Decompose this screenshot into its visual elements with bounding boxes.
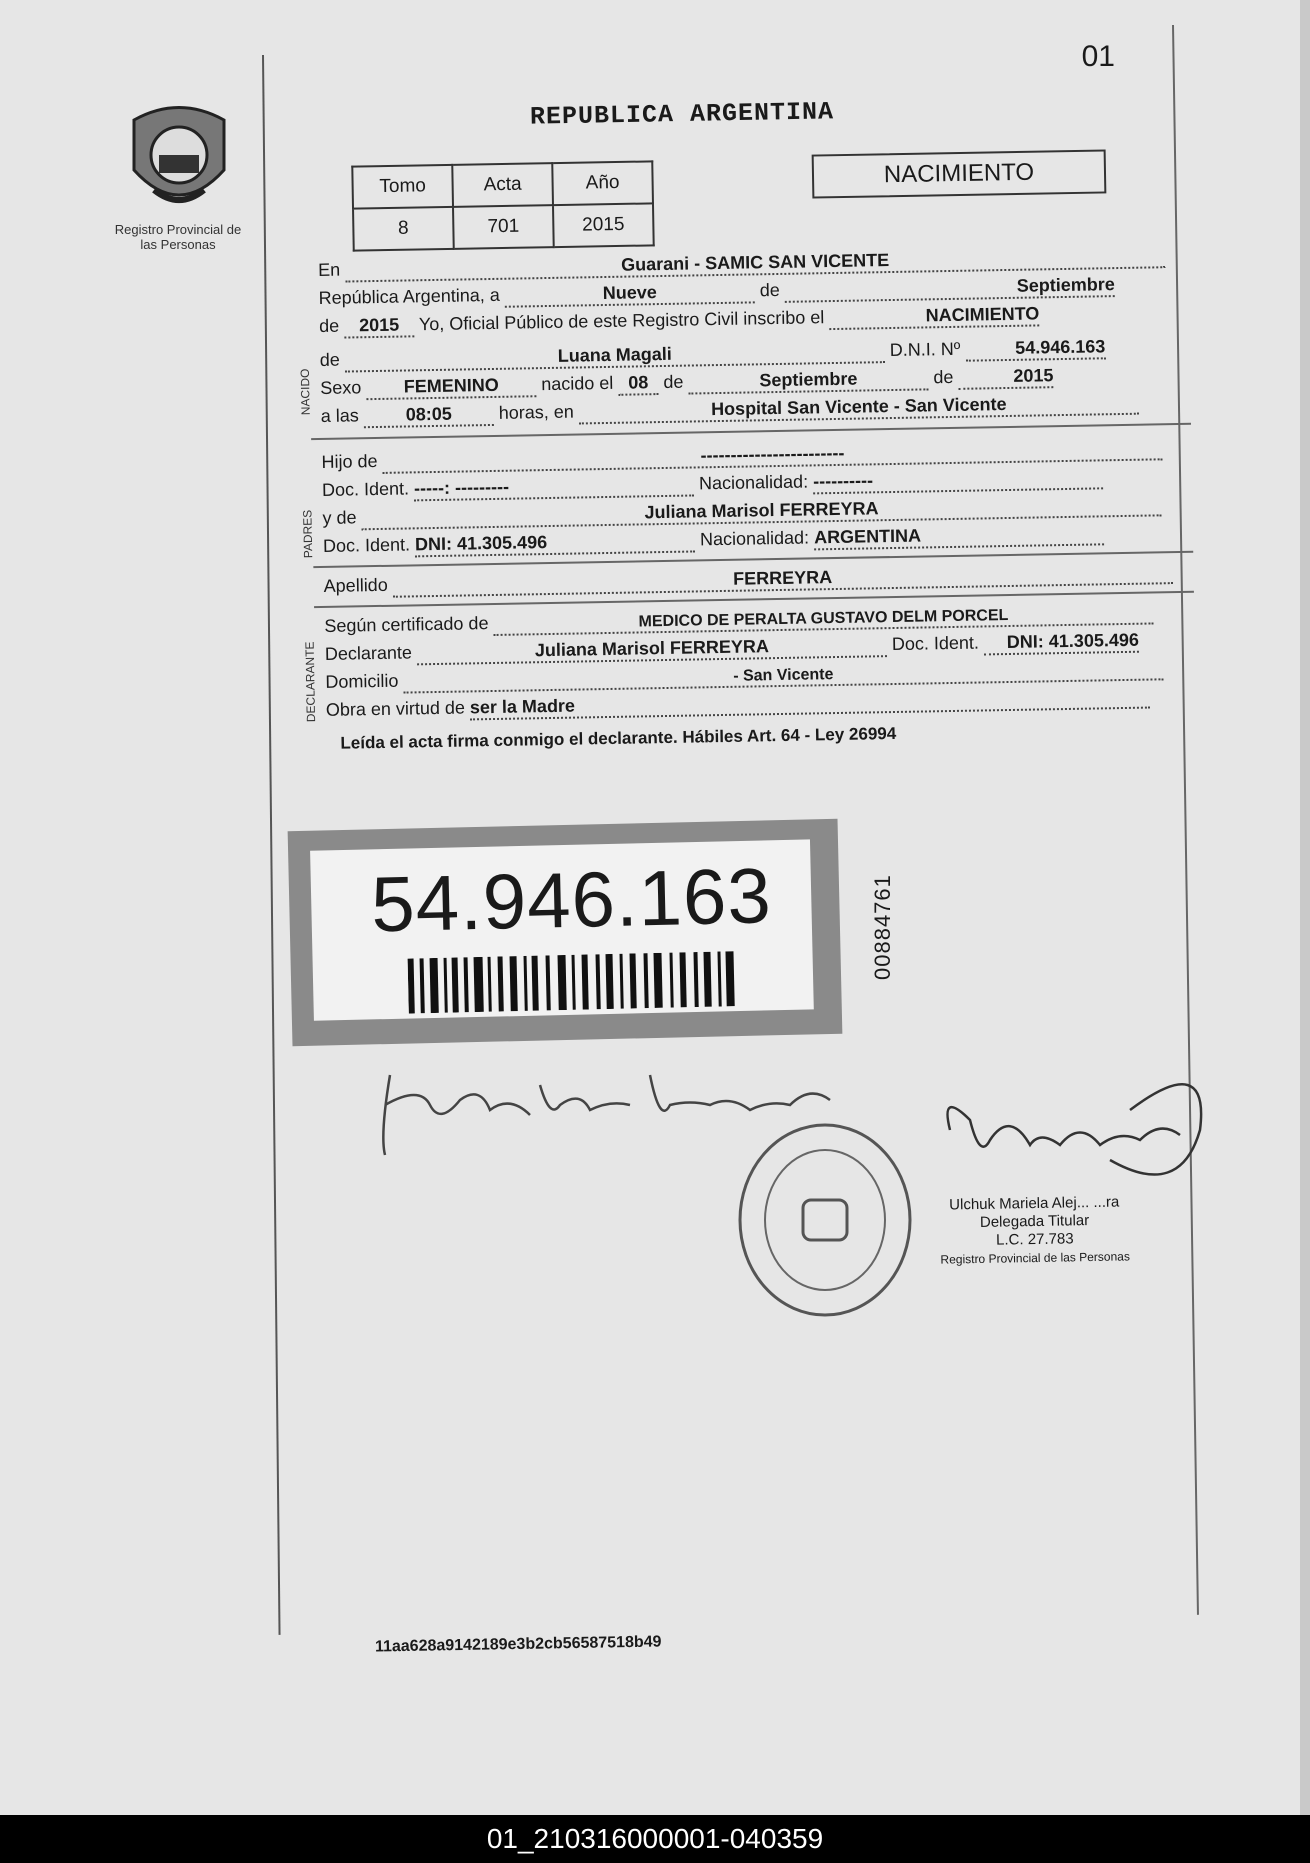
document-hash: 11aa628a9142189e3b2cb56587518b49 xyxy=(374,1633,662,1656)
value-day-word: Nueve xyxy=(602,282,657,304)
label-de2: de xyxy=(318,315,340,336)
seal-caption: Registro Provincial de las Personas xyxy=(114,222,242,252)
signature-delegada xyxy=(930,1050,1210,1210)
value-birth-day: 08 xyxy=(628,372,649,393)
value-nac2: ARGENTINA xyxy=(813,525,922,548)
official-stamp-icon xyxy=(735,1120,915,1320)
reference-table xyxy=(351,160,654,251)
ref-value-acta: 701 xyxy=(453,205,554,249)
label-nac2: Nacionalidad: xyxy=(699,527,810,550)
barcode-icon xyxy=(408,951,739,1013)
label-nacido-el: nacido el xyxy=(541,372,614,395)
label-de1: de xyxy=(759,279,780,301)
file-label: 01_210316000001-040359 xyxy=(0,1815,1310,1863)
province-seal-icon xyxy=(124,100,234,220)
side-label-declarante: DECLARANTE xyxy=(302,641,319,723)
left-margin-line xyxy=(262,55,281,1635)
value-place-registry: Guarani - SAMIC SAN VICENTE xyxy=(620,250,890,275)
value-birth-month: Septiembre xyxy=(759,368,858,391)
delegate-name: Ulchuk Mariela Alej... ...ra xyxy=(949,1193,1120,1214)
label-obra: Obra en virtud de xyxy=(325,697,466,720)
row-apellido xyxy=(324,561,1173,604)
closing-text: Leída el acta firma conmigo el declarante. Hábiles Art. 64 - Ley 26994 xyxy=(340,723,897,753)
label-doc2: Doc. Ident. xyxy=(322,534,411,556)
delegate-block xyxy=(939,1193,1130,1268)
label-domicilio: Domicilio xyxy=(325,670,399,692)
ref-header-ano: Año xyxy=(552,161,653,205)
label-yo: Yo, Oficial Público de este Registro Civil inscribo el xyxy=(418,307,825,335)
value-birth-place: Hospital San Vicente - San Vicente xyxy=(710,394,1007,420)
value-hijo: ------------------------ xyxy=(700,442,845,466)
ref-header-tomo: Tomo xyxy=(352,165,453,209)
value-cert: MEDICO DE PERALTA GUSTAVO DELM PORCEL xyxy=(638,607,1009,631)
value-birth-year: 2015 xyxy=(1013,365,1054,386)
value-mother: Juliana Marisol FERREYRA xyxy=(644,498,879,523)
label-de3: de xyxy=(663,371,684,392)
label-sexo: Sexo xyxy=(320,377,362,398)
value-month: Septiembre xyxy=(1016,274,1115,296)
value-dni: 54.946.163 xyxy=(1015,336,1106,358)
value-nac1: ---------- xyxy=(812,470,874,492)
id-sticker xyxy=(288,819,843,1046)
label-de: de xyxy=(319,349,340,370)
record-type-box: NACIMIENTO xyxy=(812,149,1107,198)
side-label-nacido: NACIDO xyxy=(297,368,313,416)
ref-value-ano: 2015 xyxy=(553,203,654,247)
ref-header-acta: Acta xyxy=(452,163,553,207)
document-title: REPUBLICA ARGENTINA xyxy=(529,97,835,132)
label-alas: a las xyxy=(320,405,359,426)
label-hijo: Hijo de xyxy=(321,450,378,472)
label-yde: y de xyxy=(322,507,357,528)
value-child-name: Luana Magali xyxy=(557,343,672,366)
value-sexo: FEMENINO xyxy=(403,374,499,397)
label-en: En xyxy=(318,259,341,280)
value-declarante: Juliana Marisol FERREYRA xyxy=(534,636,770,661)
label-apellido: Apellido xyxy=(323,574,388,596)
value-decl-doc: DNI: 41.305.496 xyxy=(1006,629,1140,653)
sticker-number: 54.946.163 xyxy=(370,851,773,949)
ref-value-tomo: 8 xyxy=(353,207,454,251)
value-inscribo: NACIMIENTO xyxy=(925,303,1040,326)
value-doc1: -----: --------- xyxy=(413,476,510,499)
sticker-serial: 00884761 xyxy=(870,874,895,980)
label-decl-doc: Doc. Ident. xyxy=(891,632,980,655)
value-domicilio: - San Vicente xyxy=(733,666,834,685)
delegate-role: Delegada Titular xyxy=(979,1212,1090,1231)
label-doc1: Doc. Ident. xyxy=(321,478,410,500)
label-horas-en: horas, en xyxy=(498,401,574,423)
side-label-padres: PADRES xyxy=(300,509,316,559)
delegate-office: Registro Provincial de las Personas xyxy=(940,1249,1131,1267)
value-obra: ser la Madre xyxy=(469,695,576,718)
page-number: 01 xyxy=(1081,40,1115,73)
label-dni: D.N.I. Nº xyxy=(889,338,961,361)
label-cert: Según certificado de xyxy=(324,613,489,636)
delegate-lc: L.C. 27.783 xyxy=(995,1230,1074,1249)
value-year: 2015 xyxy=(358,314,400,336)
value-apellido: FERREYRA xyxy=(732,567,833,589)
label-republica: República Argentina, a xyxy=(318,284,500,308)
value-hour: 08:05 xyxy=(405,403,452,425)
label-nac1: Nacionalidad: xyxy=(698,471,809,494)
right-margin-line xyxy=(1172,25,1199,1615)
value-doc2: DNI: 41.305.496 xyxy=(414,532,548,555)
label-de4: de xyxy=(933,366,954,388)
label-declarante: Declarante xyxy=(324,642,413,664)
